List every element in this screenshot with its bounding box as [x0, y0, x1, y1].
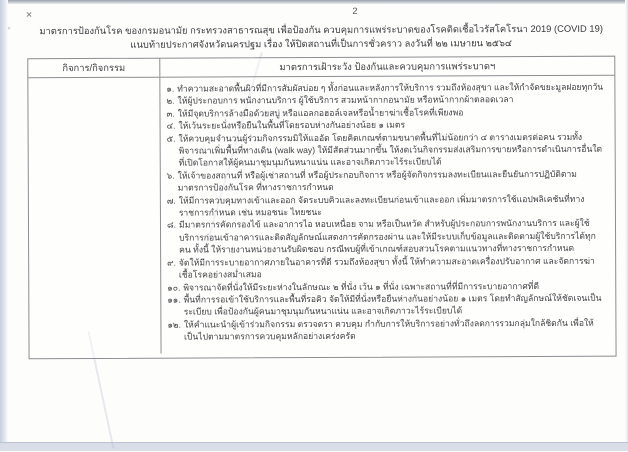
measure-number: ๓. [166, 108, 175, 119]
measure-text: มีมาตรการคัดกรองไข้ และอาการไอ หอบเหนื่อย จาม หรือเป็นหวัด สำหรับผู้ประกอบการพนักงานบริการ และผู้ใช้บริการก่อนเข้าอาคารและติดสัญลักษณ์แสดงการคัดกรองผ่าน และให้มีระบบเก็บข้อมูลและติดตามผู้ใช้บริการได้ทุกคน ทั้งนี้ ให้รายงานหน่วยงานรับผิดชอบ กรณีพบผู้ที่เข้าเกณฑ์สอบสวนโรคตามแนวทางที่ทางราชการกำหนด [179, 218, 596, 255]
measure-text: ให้คำแนะนำผู้เข้าร่วมกิจกรรม ตรวจตรา ควบคุม กำกับการให้บริการอย่างทั่วถึงลดการรวมกลุ่มใกล้ชิดกัน เพื่อให้เป็นไปตามมาตรการควบคุมหลักอย่างเคร่งครัด [183, 317, 594, 342]
column-header-activity: กิจการ/กิจกรรม [28, 59, 160, 78]
measure-item [167, 130, 607, 169]
measure-text: พื้นที่การรอเข้าใช้บริการและพื้นที่รอคิว จัดให้มีที่นั่งหรือยืนห่างกันอย่างน้อย ๑ เมตร โดยทำสัญลักษณ์ให้ชัดเจนเป็นระเบียบ เพื่อป้องกันผู้คนมาชุมนุมกันหนาแน่น และอาจเกิดภาวะไร้ระเบียบได้ [183, 292, 602, 317]
measure-item [167, 168, 607, 195]
measure-item [167, 217, 607, 256]
document-title [29, 22, 613, 53]
measure-text: ให้ควบคุมจำนวนผู้ร่วมกิจกรรมมิให้แออัด โดยคิดเกณฑ์ตามขนาดพื้นที่ไม่น้อยกว่า ๔ ตารางเมตรต่อคน รวมทั้งพิจารณาเพิ่มพื้นที่ทางเดิน (walk way) ให้มีสัดส่วนมากขึ้น ให้งดเว้นกิจกรรมส่งเสริมการขายหรือการดำเนินการอื่นใดที่เปิดโอกาสให้ผู้คนมาชุมนุมกันหนาแน่น และอาจเกิดภาวะไร้ระเบียบได้ [178, 131, 603, 169]
measure-number: ๖. [166, 170, 175, 181]
table-body-row [28, 76, 615, 359]
document-title-line1: มาตรการป้องกันโรค ของกรมอนามัย กระทรวงสาธารณสุข เพื่อป้องกัน ควบคุมการแพร่ระบาดของโรคติดเชื้อไวรัสโคโรนา 2019 (COVID 19) [39, 22, 603, 37]
activity-cell-empty [28, 78, 161, 355]
measure-number: ๑. [166, 83, 175, 94]
measure-number: ๑๐. [167, 282, 181, 293]
measure-number: ๔. [166, 120, 176, 131]
column-header-measures: มาตรการเฝ้าระวัง ป้องกันและควบคุมการแพร่ระบาดฯ [279, 59, 496, 72]
measure-text: ทำความสะอาดพื้นผิวที่มีการสัมผัสบ่อย ๆ ทั้งก่อนและหลังการให้บริการ รวมถึงห้องสุขา และให้กำจัดขยะมูลฝอยทุกวัน [177, 81, 604, 94]
measure-text: จัดให้มีการระบายอากาศภายในอาคารที่ดี รวมถึงห้องสุขา ทั้งนี้ ให้ทำความสะอาดเครื่องปรับอากาศ และจัดการฆ่าเชื้อโรคอย่างสม่ำเสมอ [178, 255, 595, 280]
measure-text: ให้มีจุดบริการล้างมือด้วยสบู่ หรือแอลกอฮอล์เจลหรือน้ำยาฆ่าเชื้อโรคที่เพียงพอ [177, 107, 464, 119]
measure-number: ๙. [167, 257, 176, 268]
measure-item [167, 316, 607, 343]
measures-list [160, 76, 615, 358]
measure-text: ให้เว้นระยะนั่งหรือยืนในพื้นที่โดยรอบห่างกันอย่างน้อย ๑ เมตร [178, 119, 406, 131]
measure-item [167, 254, 607, 281]
page-number: 2 [352, 5, 358, 16]
measure-number: ๗. [166, 195, 176, 206]
measure-item [167, 192, 607, 219]
measure-item [167, 292, 607, 319]
measure-number: ๑๒. [167, 319, 181, 330]
measure-text: ให้ผู้ประกอบการ พนักงานบริการ ผู้ใช้บริการ สวมหน้ากากอนามัย หรือหน้ากากผ้าตลอดเวลา [177, 94, 514, 107]
measure-text: ให้เจ้าของสถานที่ หรือผู้เช่าสถานที่ หรือผู้ประกอบกิจการ หรือผู้จัดกิจกรรมลงทะเบียนและยืนยันการปฏิบัติตามมาตรการป้องกันโรค ที่ทางราชการกำหนด [177, 168, 577, 193]
table-header-row [28, 57, 614, 79]
measure-text: พิจารณาจัดที่นั่งให้มีระยะห่างในลักษณะ ๒ ที่นั่ง เว้น ๑ ที่นั่ง เฉพาะสถานที่ที่มีการระบายอากาศที่ดี [183, 280, 540, 293]
document-title-line2: แนบท้ายประกาศจังหวัดนครปฐม เรื่อง ให้ปิดสถานที่เป็นการชั่วคราว ลงวันที่ ๒๒ เมษายน ๒๕๖๔ [130, 37, 513, 50]
measure-text: ให้มีการควบคุมทางเข้าและออก จัดระบบคิวและลงทะเบียนก่อนเข้าและออก เพิ่มมาตรการใช้แอปพลิเคชันที่ทางราชการกำหนด เช่น หมอชนะ ไทยชนะ [178, 193, 585, 218]
measure-number: ๘. [166, 220, 177, 231]
measures-table [27, 56, 616, 360]
measure-number: ๒. [166, 96, 175, 107]
measure-number: ๕. [166, 133, 176, 144]
measure-number: ๑๑. [167, 294, 181, 305]
